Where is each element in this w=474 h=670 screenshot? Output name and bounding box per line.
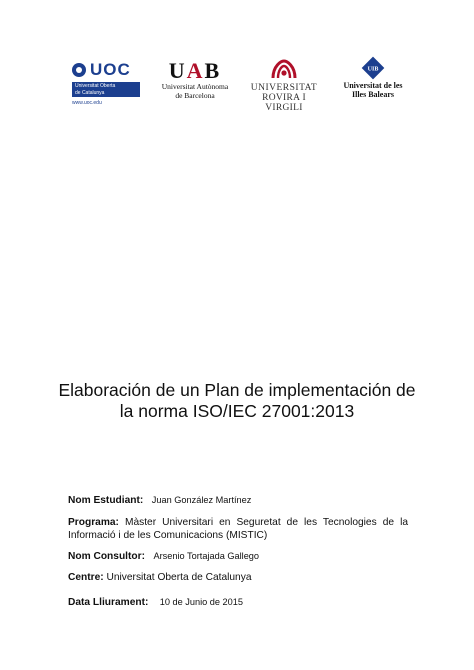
field-consultor xyxy=(68,550,408,564)
document-title xyxy=(40,380,434,422)
uoc-url: www.uoc.edu xyxy=(72,100,102,106)
uab-logo xyxy=(155,60,235,105)
uab-mark-u: U xyxy=(168,58,187,83)
field-estudiant-label: Nom Estudiant: xyxy=(68,495,144,506)
title-line1: Elaboración de un Plan de implementación de xyxy=(58,380,416,400)
uoc-logo xyxy=(70,60,144,110)
uoc-name-box xyxy=(72,82,140,97)
uoc-circle-icon xyxy=(72,63,86,77)
field-lliurament xyxy=(68,596,408,610)
field-estudiant xyxy=(68,494,408,508)
field-centre-label: Centre: xyxy=(68,572,104,583)
field-programa-label: Programa: xyxy=(68,517,119,528)
uoc-wordmark: UOC xyxy=(90,60,131,79)
uoc-mark xyxy=(70,60,144,80)
title-line2: la norma ISO/IEC 27001:2013 xyxy=(119,401,355,421)
urv-name-line1: UNIVERSITAT xyxy=(250,83,318,93)
field-programa-value: Màster Universitari en Seguretat de les Tecnologies de la Informació i de les Comunicacions (MISTIC) xyxy=(68,517,408,541)
field-consultor-value: Arsenio Tortajada Gallego xyxy=(153,551,260,561)
uab-mark-a: A xyxy=(186,58,205,83)
uib-badge-text: UIB xyxy=(367,66,379,73)
field-lliurament-value: 10 de Junio de 2015 xyxy=(159,597,243,607)
uab-name-line2: de Barcelona xyxy=(175,91,215,100)
field-consultor-label: Nom Consultor: xyxy=(68,551,145,562)
field-estudiant-value: Juan González Martínez xyxy=(151,495,252,505)
urv-name-line2: ROVIRA I VIRGILI xyxy=(262,93,306,113)
uoc-name-line1: Universitat Oberta xyxy=(75,83,116,89)
field-centre xyxy=(68,572,408,585)
field-lliurament-label: Data Lliurament: xyxy=(68,597,149,608)
field-programa xyxy=(68,517,408,542)
uib-logo xyxy=(335,55,411,107)
urv-emblem-icon xyxy=(269,58,299,82)
field-centre-value: Universitat Oberta de Catalunya xyxy=(106,572,252,583)
uab-name-line1: Universitat Autònoma xyxy=(161,82,229,91)
uab-mark-b: B xyxy=(204,58,222,83)
uib-name-line2: Illes Balears xyxy=(352,90,394,99)
uib-emblem-icon xyxy=(360,55,386,81)
uoc-name-line2: de Catalunya xyxy=(75,90,105,96)
uib-name-line1: Universitat de les xyxy=(343,81,403,90)
uab-wordmark xyxy=(155,60,235,82)
urv-logo xyxy=(244,58,324,113)
